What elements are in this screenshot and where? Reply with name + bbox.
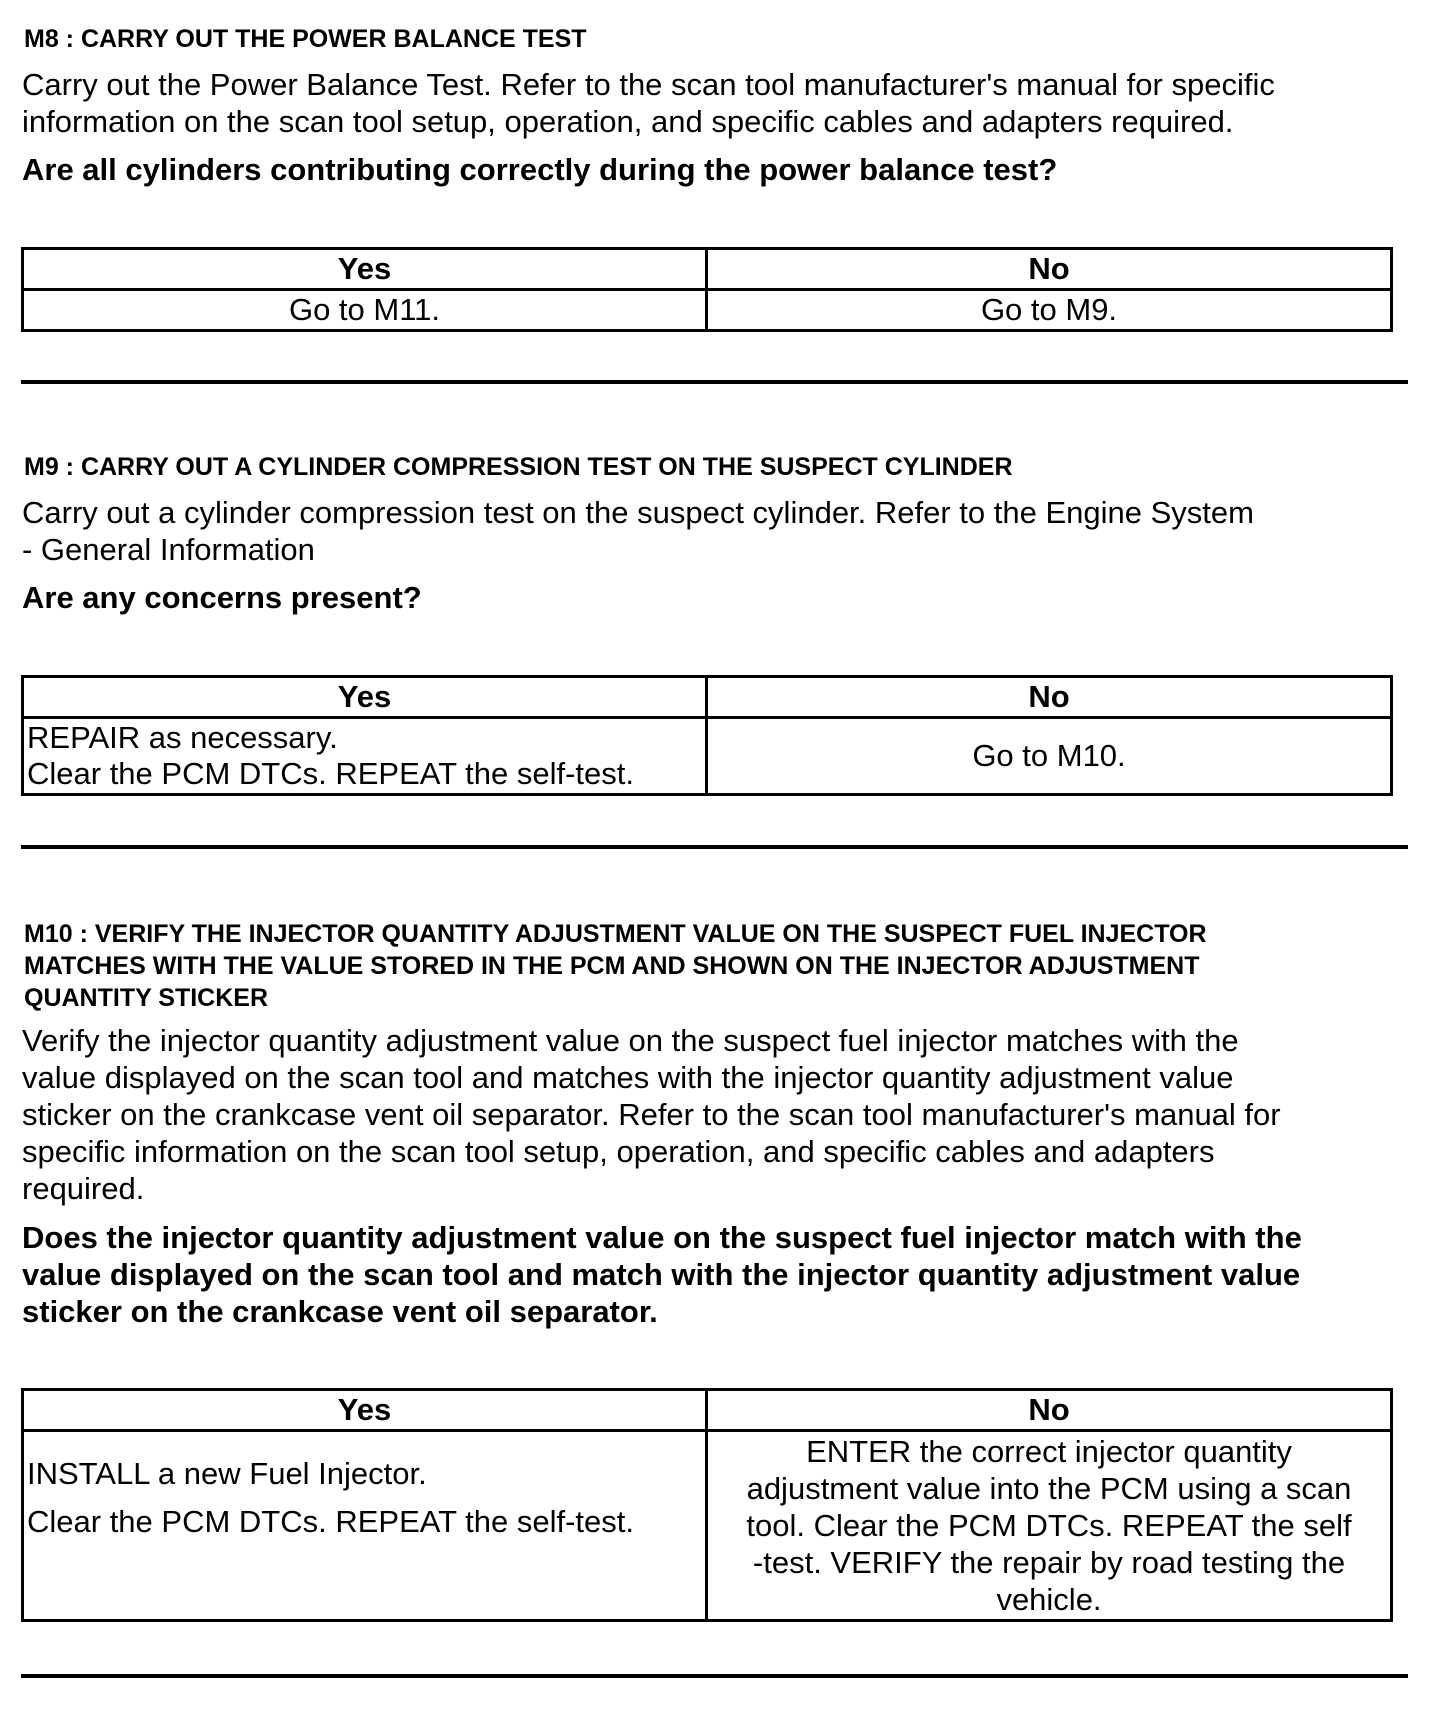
m8-answer-table [21, 247, 1393, 332]
m10-heading-line: M10 : VERIFY THE INJECTOR QUANTITY ADJUSTMENT VALUE ON THE SUSPECT FUEL INJECTOR [24, 920, 1207, 948]
m10-body [22, 1022, 1412, 1207]
m10-no-line: adjustment value into the PCM using a scan [746, 1471, 1352, 1506]
m9-heading [24, 451, 1404, 483]
m8-question-text: Are all cylinders contributing correctly during the power balance test? [22, 152, 1058, 187]
m9-yes-line: REPAIR as necessary. [27, 720, 338, 755]
m10-answer-table [21, 1388, 1393, 1622]
m9-heading-text: M9 : CARRY OUT A CYLINDER COMPRESSION TEST ON THE SUSPECT CYLINDER [24, 453, 1013, 481]
m8-yes-text: Go to M11. [288, 292, 441, 327]
section-divider [21, 845, 1408, 849]
m9-yes-header: Yes [23, 677, 707, 718]
m8-body [22, 66, 1412, 140]
m9-body-line: Carry out a cylinder compression test on the suspect cylinder. Refer to the Engine System [22, 495, 1254, 530]
m8-no-text: Go to M9. [980, 292, 1118, 327]
m10-yes-line: INSTALL a new Fuel Injector. [27, 1456, 427, 1491]
m10-question [22, 1219, 1422, 1330]
m8-body-line: information on the scan tool setup, operation, and specific cables and adapters required. [22, 104, 1234, 139]
m10-yes-header: Yes [23, 1390, 707, 1431]
m9-answer-table [21, 675, 1393, 796]
m10-body-line: value displayed on the scan tool and matches with the injector quantity adjustment value [22, 1060, 1234, 1095]
m10-no-line: -test. VERIFY the repair by road testing the [752, 1545, 1346, 1580]
m8-yes-header: Yes [23, 249, 707, 290]
m9-yes-line: Clear the PCM DTCs. REPEAT the self-test. [27, 756, 634, 791]
m8-yes-cell [23, 290, 707, 331]
m10-no-line: tool. Clear the PCM DTCs. REPEAT the self [746, 1508, 1352, 1543]
m10-body-line: Verify the injector quantity adjustment value on the suspect fuel injector matches with the [22, 1023, 1239, 1058]
m10-question-line: sticker on the crankcase vent oil separator. [22, 1294, 658, 1329]
section-divider [21, 380, 1408, 384]
m10-no-line: ENTER the correct injector quantity [806, 1434, 1292, 1469]
m10-yes-line: Clear the PCM DTCs. REPEAT the self-test. [27, 1504, 634, 1539]
m10-no-line: vehicle. [996, 1582, 1102, 1617]
m10-heading [24, 918, 1404, 1014]
m9-no-header: No [707, 677, 1392, 718]
m8-heading-text: M8 : CARRY OUT THE POWER BALANCE TEST [24, 25, 587, 53]
m10-no-cell [707, 1431, 1392, 1621]
m8-body-line: Carry out the Power Balance Test. Refer to the scan tool manufacturer's manual for specific [22, 67, 1275, 102]
m10-question-line: Does the injector quantity adjustment value on the suspect fuel injector match with the [22, 1220, 1302, 1255]
m10-body-line: specific information on the scan tool setup, operation, and specific cables and adapters [22, 1134, 1215, 1169]
m9-question-text: Are any concerns present? [22, 580, 422, 615]
m10-yes-spacer [27, 1492, 702, 1504]
m8-no-cell [707, 290, 1392, 331]
m8-no-header: No [707, 249, 1392, 290]
m10-question-line: value displayed on the scan tool and match with the injector quantity adjustment value [22, 1257, 1301, 1292]
m10-heading-line: MATCHES WITH THE VALUE STORED IN THE PCM AND SHOWN ON THE INJECTOR ADJUSTMENT [24, 952, 1200, 980]
m10-body-line: sticker on the crankcase vent oil separator. Refer to the scan tool manufacturer's manual for [22, 1097, 1281, 1132]
m9-question [22, 579, 1422, 616]
m10-no-header: No [707, 1390, 1392, 1431]
m8-heading [24, 23, 1404, 55]
m9-body [22, 494, 1412, 568]
section-divider [21, 1674, 1408, 1678]
m10-heading-line: QUANTITY STICKER [24, 984, 268, 1012]
m9-no-text: Go to M10. [972, 738, 1126, 773]
m8-question [22, 151, 1422, 188]
m9-body-line: - General Information [22, 532, 315, 567]
m10-body-line: required. [22, 1171, 145, 1206]
m9-no-cell [707, 718, 1392, 795]
m10-yes-cell [23, 1431, 707, 1621]
m9-yes-cell [23, 718, 707, 795]
